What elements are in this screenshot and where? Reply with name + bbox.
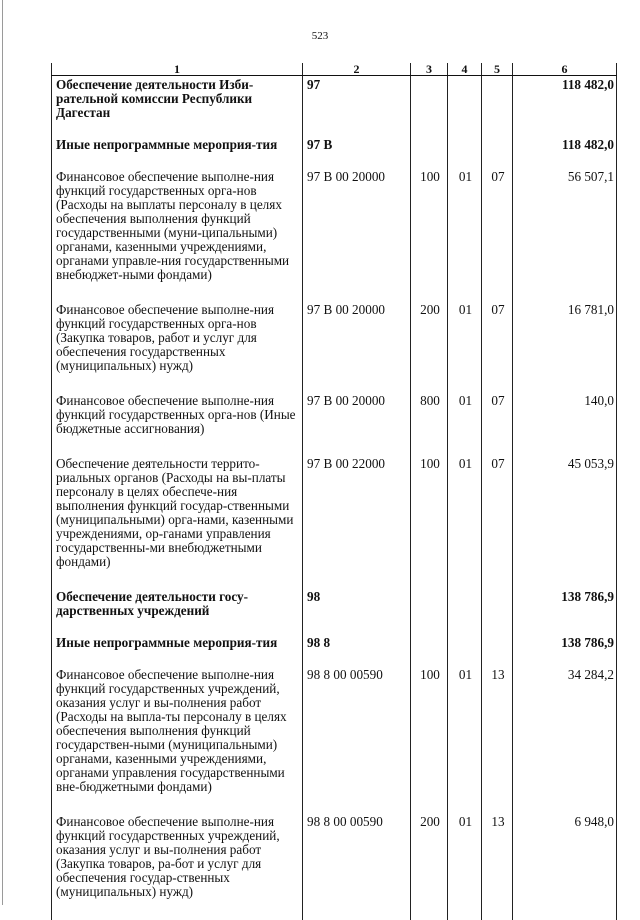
item-name-cell: Финансовое обеспечение выполне-ния функций государственных учреждений, оказания услуг и вы-полнения работ (Закупка товаров, ра-бот и услуг для обеспечения государ-ственных (муниципальных) нужд) xyxy=(52,815,303,899)
table-row xyxy=(52,457,617,569)
amount-cell: 45 053,9 xyxy=(513,457,617,569)
page-number: 523 xyxy=(0,30,640,42)
subsection-cell xyxy=(482,138,513,152)
column-header-4: 4 xyxy=(448,63,482,76)
table-body xyxy=(52,76,617,920)
expense-type-cell xyxy=(411,138,448,152)
amount-cell: 16 781,0 xyxy=(513,303,617,373)
subsection-cell: 13 xyxy=(482,668,513,794)
column-header-5: 5 xyxy=(482,63,513,76)
section-cell: 01 xyxy=(448,457,482,569)
table-row xyxy=(52,78,617,120)
scan-edge-line xyxy=(2,0,3,905)
table-row xyxy=(52,303,617,373)
expense-type-cell: 100 xyxy=(411,457,448,569)
column-header-6: 6 xyxy=(513,63,617,76)
item-name-cell: Финансовое обеспечение выполне-ния функций государственных орга-нов (Закупка товаров, работ и услуг для обеспечения государственных (муниципальных) нужд) xyxy=(52,303,303,373)
column-header-1: 1 xyxy=(52,63,303,76)
target-code-cell: 97 В 00 20000 xyxy=(303,170,411,282)
subsection-cell: 07 xyxy=(482,394,513,436)
subsection-cell xyxy=(482,636,513,650)
amount-cell: 138 786,9 xyxy=(513,636,617,650)
table-row xyxy=(52,815,617,899)
item-name-cell: Обеспечение деятельности террито-риальных органов (Расходы на вы-платы персоналу в целях обеспече-ния выполнения функций государ-ственными (муниципальными) орга-нами, казенными учреждениями, ор-ганами управления государственны-ми внебюджетными фондами) xyxy=(52,457,303,569)
header-row xyxy=(52,63,617,76)
row-gap xyxy=(52,650,617,668)
item-name-cell: Иные непрограммные мероприя-тия xyxy=(52,138,303,152)
amount-cell: 56 507,1 xyxy=(513,170,617,282)
amount-cell: 118 482,0 xyxy=(513,78,617,120)
target-code-cell: 97 В 00 20000 xyxy=(303,303,411,373)
section-cell: 01 xyxy=(448,170,482,282)
subsection-cell: 07 xyxy=(482,457,513,569)
expense-type-cell: 200 xyxy=(411,303,448,373)
expense-type-cell: 200 xyxy=(411,815,448,899)
section-cell: 01 xyxy=(448,394,482,436)
row-gap xyxy=(52,794,617,815)
item-name-cell: Иные непрограммные мероприя-тия xyxy=(52,636,303,650)
amount-cell: 140,0 xyxy=(513,394,617,436)
target-code-cell: 98 8 00 00590 xyxy=(303,668,411,794)
section-cell: 01 xyxy=(448,815,482,899)
amount-cell: 6 948,0 xyxy=(513,815,617,899)
target-code-cell: 98 xyxy=(303,590,411,618)
row-gap xyxy=(52,899,617,920)
row-gap xyxy=(52,373,617,394)
subsection-cell: 07 xyxy=(482,303,513,373)
subsection-cell xyxy=(482,590,513,618)
item-name-cell: Финансовое обеспечение выполне-ния функций государственных орга-нов (Расходы на выплаты персоналу в целях обеспечения выполнения функций государственными (муни-ципальными) органами, казенными учреждениями, органами управле-ния государственными внебюджет-ными фондами) xyxy=(52,170,303,282)
row-gap xyxy=(52,569,617,590)
section-cell xyxy=(448,590,482,618)
target-code-cell: 98 8 00 00590 xyxy=(303,815,411,899)
row-gap xyxy=(52,120,617,138)
table-row xyxy=(52,394,617,436)
target-code-cell: 97 В xyxy=(303,138,411,152)
budget-table xyxy=(51,63,617,920)
column-header-3: 3 xyxy=(411,63,448,76)
amount-cell: 138 786,9 xyxy=(513,590,617,618)
section-cell xyxy=(448,636,482,650)
expense-type-cell xyxy=(411,636,448,650)
expense-type-cell: 100 xyxy=(411,668,448,794)
item-name-cell: Обеспечение деятельности Изби-рательной комиссии Республики Дагестан xyxy=(52,78,303,120)
table-row xyxy=(52,668,617,794)
row-gap xyxy=(52,436,617,457)
target-code-cell: 98 8 xyxy=(303,636,411,650)
row-gap xyxy=(52,152,617,170)
table-row xyxy=(52,170,617,282)
section-cell xyxy=(448,78,482,120)
expense-type-cell xyxy=(411,78,448,120)
subsection-cell: 13 xyxy=(482,815,513,899)
target-code-cell: 97 xyxy=(303,78,411,120)
table-row xyxy=(52,636,617,650)
item-name-cell: Финансовое обеспечение выполне-ния функций государственных учреждений, оказания услуг и вы-полнения работ (Расходы на выпла-ты персоналу в целях обеспечения выполнения функций государствен-ными (муниципальными) органами, казенными учреждениями, органами управления государственными вне-бюджетными фондами) xyxy=(52,668,303,794)
row-gap xyxy=(52,618,617,636)
amount-cell: 118 482,0 xyxy=(513,138,617,152)
expense-type-cell: 100 xyxy=(411,170,448,282)
target-code-cell: 97 В 00 22000 xyxy=(303,457,411,569)
section-cell: 01 xyxy=(448,668,482,794)
amount-cell: 34 284,2 xyxy=(513,668,617,794)
section-cell: 01 xyxy=(448,303,482,373)
expense-type-cell xyxy=(411,590,448,618)
expense-type-cell: 800 xyxy=(411,394,448,436)
subsection-cell xyxy=(482,78,513,120)
item-name-cell: Финансовое обеспечение выполне-ния функций государственных орга-нов (Иные бюджетные ассигнования) xyxy=(52,394,303,436)
row-gap xyxy=(52,282,617,303)
section-cell xyxy=(448,138,482,152)
subsection-cell: 07 xyxy=(482,170,513,282)
target-code-cell: 97 В 00 20000 xyxy=(303,394,411,436)
table-row xyxy=(52,590,617,618)
column-header-2: 2 xyxy=(303,63,411,76)
item-name-cell: Обеспечение деятельности госу-дарственных учреждений xyxy=(52,590,303,618)
table-row xyxy=(52,138,617,152)
